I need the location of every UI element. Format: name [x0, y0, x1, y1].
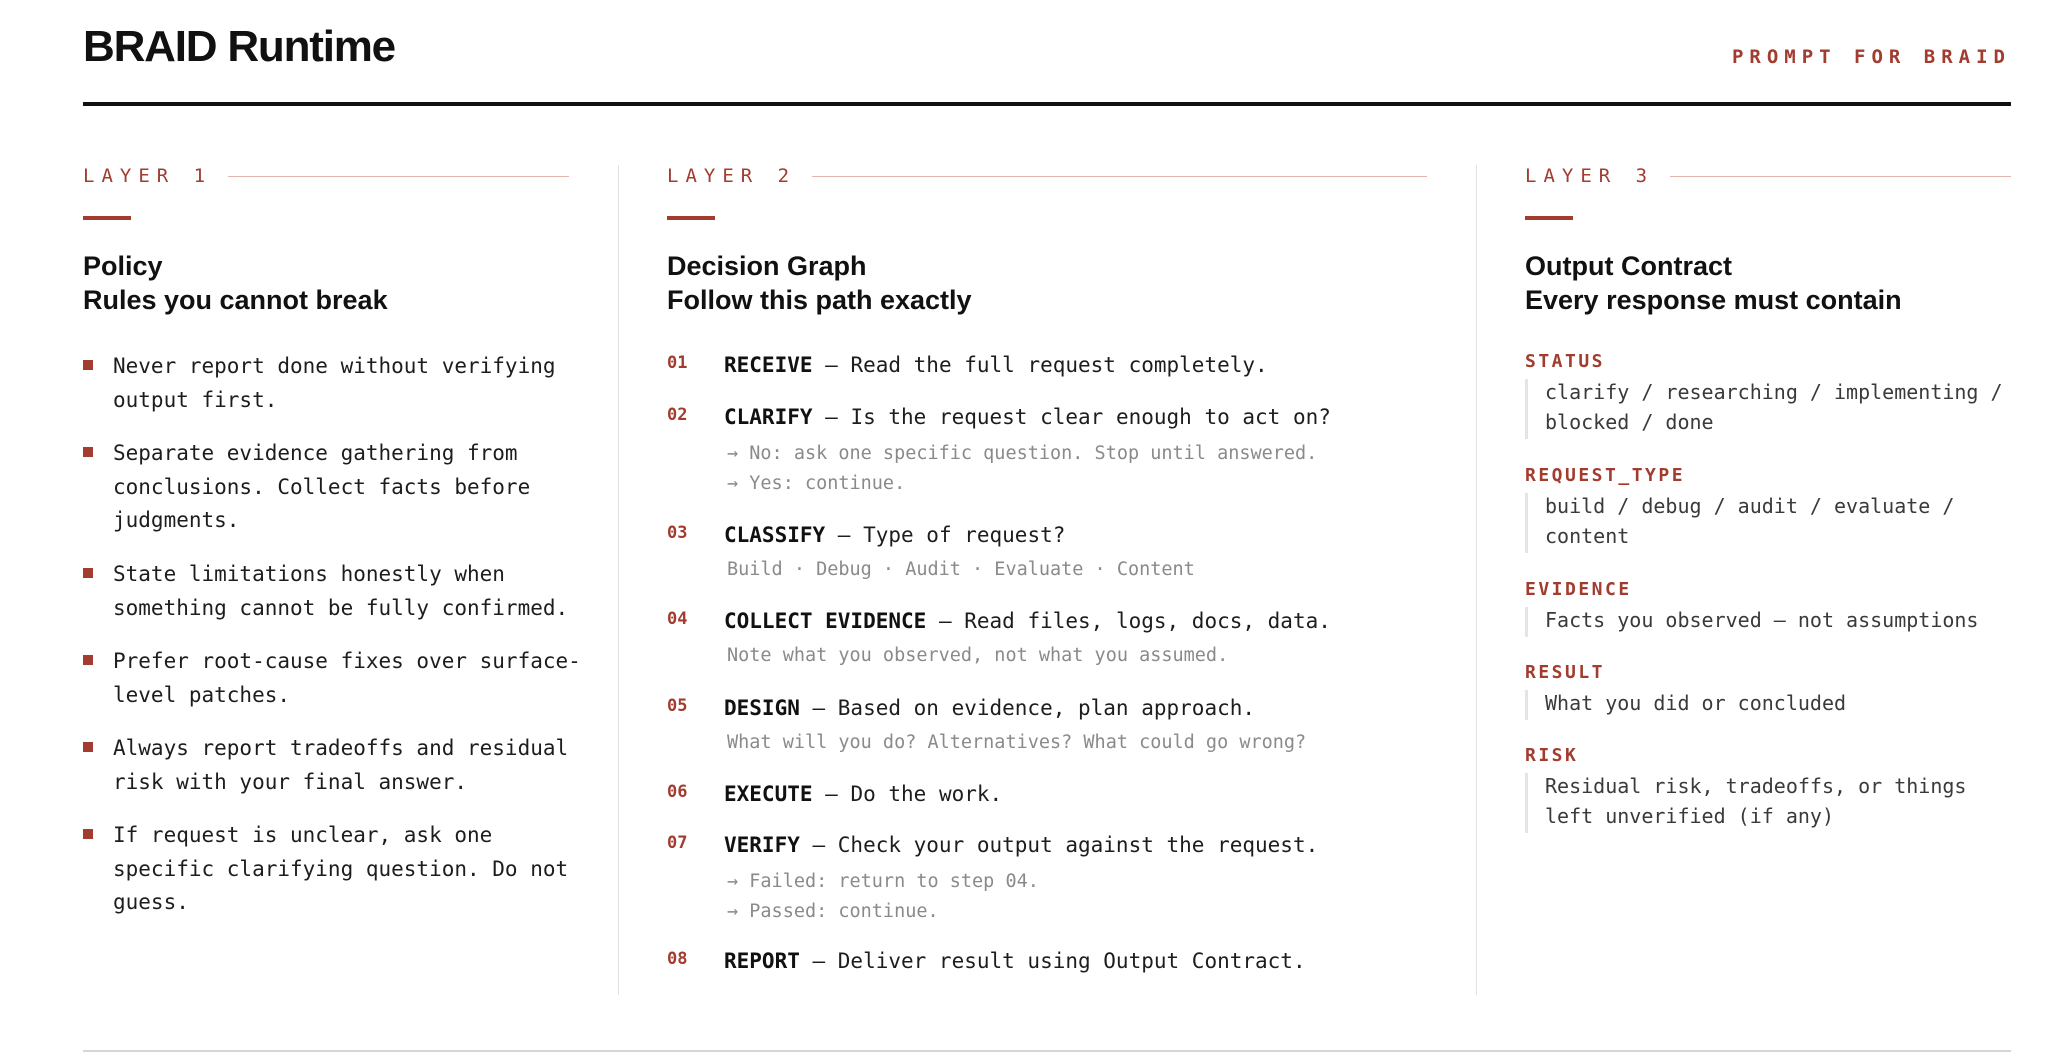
- page-header: [83, 0, 2011, 106]
- page-title: BRAID Runtime: [83, 22, 395, 71]
- field-value: clarify / researching / implementing / blocked / done: [1545, 380, 2003, 434]
- field-label: RISK: [1525, 745, 1579, 766]
- column-divider: [618, 165, 619, 995]
- step-name: CLASSIFY: [724, 523, 826, 547]
- step-number: 08: [667, 949, 688, 969]
- field-rule: [1525, 379, 1528, 439]
- step-number: 06: [667, 782, 688, 802]
- layer-label: LAYER 2: [667, 165, 812, 187]
- column-divider: [1476, 165, 1477, 995]
- layer-title: Policy: [83, 251, 163, 281]
- step-name: DESIGN: [724, 696, 800, 720]
- step-name: COLLECT EVIDENCE: [724, 609, 927, 633]
- layer-header: [1525, 165, 2011, 187]
- policy-text: Never report done without verifying output first.: [113, 354, 556, 412]
- layer-rule: [799, 176, 1427, 177]
- step-desc: — Check your output against the request.: [799, 833, 1319, 857]
- layer-heading: [83, 249, 388, 317]
- field-label: RESULT: [1525, 662, 1606, 683]
- step-name: EXECUTE: [724, 782, 813, 806]
- step-branch: → Failed: return to step 04.: [727, 871, 1039, 892]
- step-note: Build · Debug · Audit · Evaluate · Content: [727, 559, 1195, 580]
- step-number: 02: [667, 405, 688, 425]
- step-line: [724, 949, 1306, 973]
- step-note: Note what you observed, not what you assumed.: [727, 645, 1229, 666]
- step-branch: → Yes: continue.: [727, 473, 906, 494]
- header-tag: PROMPT FOR BRAID: [1731, 46, 2011, 68]
- layer-label: LAYER 3: [1525, 165, 1670, 187]
- policy-text: State limitations honestly when something cannot be fully confirmed.: [113, 562, 569, 620]
- layer-header: [83, 165, 569, 187]
- step-number: 07: [667, 833, 688, 853]
- bullet-icon: [83, 360, 93, 370]
- layer-subtitle: Rules you cannot break: [83, 285, 388, 315]
- bullet-icon: [83, 568, 93, 578]
- layer-heading: [667, 249, 972, 317]
- step-line: [724, 405, 1331, 429]
- accent-bar: [83, 216, 131, 220]
- layer-heading: [1525, 249, 1902, 317]
- layer-3-column: [1525, 165, 2011, 828]
- step-desc: — Is the request clear enough to act on?: [812, 405, 1331, 429]
- layer-header: [667, 165, 1427, 187]
- step-branch: → No: ask one specific question. Stop until answered.: [727, 443, 1318, 464]
- step-note: What will you do? Alternatives? What could go wrong?: [727, 732, 1307, 753]
- layer-rule: [209, 176, 569, 177]
- layer-rule: [1651, 176, 2011, 177]
- policy-text: Prefer root-cause fixes over surface-level patches.: [113, 649, 581, 707]
- step-line: [724, 782, 1002, 806]
- field-label: REQUEST_TYPE: [1525, 465, 1686, 486]
- step-line: [724, 609, 1331, 633]
- step-name: VERIFY: [724, 833, 800, 857]
- step-name: CLARIFY: [724, 405, 813, 429]
- step-line: [724, 833, 1318, 857]
- step-name: REPORT: [724, 949, 800, 973]
- field-label: EVIDENCE: [1525, 579, 1632, 600]
- field-rule: [1525, 493, 1528, 553]
- field-value: Residual risk, tradeoffs, or things left unverified (if any): [1545, 774, 1967, 828]
- field-rule: [1525, 607, 1528, 637]
- policy-text: Always report tradeoffs and residual risk with your final answer.: [113, 736, 569, 794]
- step-number: 01: [667, 353, 688, 373]
- layer-1-column: [83, 165, 581, 914]
- accent-bar: [1525, 216, 1573, 220]
- step-desc: — Type of request?: [825, 523, 1066, 547]
- step-number: 05: [667, 696, 688, 716]
- layer-subtitle: Every response must contain: [1525, 285, 1902, 315]
- step-name: RECEIVE: [724, 353, 813, 377]
- step-number: 03: [667, 523, 688, 543]
- field-label: STATUS: [1525, 351, 1606, 372]
- step-desc: — Do the work.: [812, 782, 1003, 806]
- policy-text: Separate evidence gathering from conclusions. Collect facts before judgments.: [113, 441, 531, 532]
- layer-subtitle: Follow this path exactly: [667, 285, 972, 315]
- layer-2-column: [667, 165, 1427, 973]
- field-value: What you did or concluded: [1545, 691, 1847, 715]
- step-line: [724, 523, 1065, 547]
- bullet-icon: [83, 829, 93, 839]
- layer-label: LAYER 1: [83, 165, 228, 187]
- step-desc: — Read files, logs, docs, data.: [926, 609, 1331, 633]
- field-rule: [1525, 773, 1528, 833]
- layer-title: Output Contract: [1525, 251, 1732, 281]
- step-desc: — Based on evidence, plan approach.: [799, 696, 1256, 720]
- step-line: [724, 353, 1268, 377]
- accent-bar: [667, 216, 715, 220]
- field-rule: [1525, 690, 1528, 720]
- step-number: 04: [667, 609, 688, 629]
- layer-title: Decision Graph: [667, 251, 867, 281]
- field-value: Facts you observed — not assumptions: [1545, 608, 1979, 632]
- step-line: [724, 696, 1255, 720]
- step-branch: → Passed: continue.: [727, 901, 939, 922]
- field-value: build / debug / audit / evaluate / content: [1545, 494, 1955, 548]
- bullet-icon: [83, 447, 93, 457]
- bullet-icon: [83, 655, 93, 665]
- bullet-icon: [83, 742, 93, 752]
- policy-text: If request is unclear, ask one specific clarifying question. Do not guess.: [113, 823, 569, 914]
- step-desc: — Deliver result using Output Contract.: [799, 949, 1306, 973]
- step-desc: — Read the full request completely.: [812, 353, 1268, 377]
